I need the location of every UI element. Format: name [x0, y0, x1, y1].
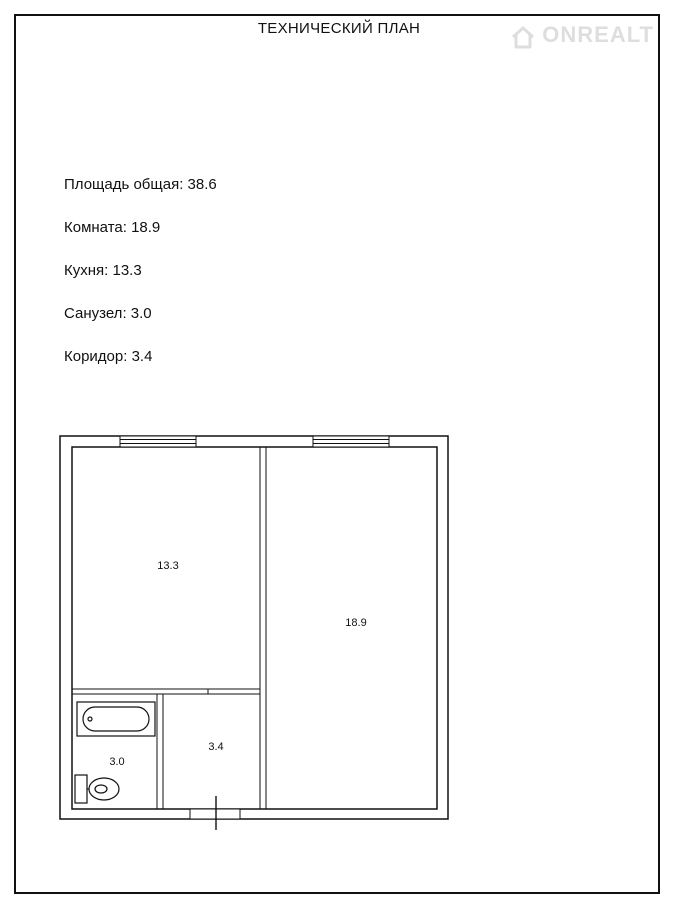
- page-title: ТЕХНИЧЕСКИЙ ПЛАН: [257, 20, 421, 37]
- interior-walls: [72, 447, 266, 809]
- bathtub-icon: [77, 702, 155, 736]
- room-label-corridor: 3.4: [208, 741, 224, 753]
- area-row-room: Комната: 18.9: [64, 219, 161, 236]
- room-label-kitchen: 13.3: [157, 560, 179, 572]
- area-row-bathroom: Санузел: 3.0: [64, 305, 152, 322]
- watermark-brand: ONREALT: [542, 22, 654, 47]
- window-room: [313, 436, 389, 447]
- room-label-room: 18.9: [345, 617, 367, 629]
- entrance-door: [190, 796, 240, 830]
- area-row-corridor: Коридор: 3.4: [64, 348, 153, 365]
- room-label-bathroom: 3.0: [109, 756, 125, 768]
- window-kitchen: [120, 436, 196, 447]
- area-row-kitchen: Кухня: 13.3: [64, 262, 142, 279]
- area-row-total: Площадь общая: 38.6: [64, 176, 217, 193]
- toilet-icon: [75, 775, 119, 803]
